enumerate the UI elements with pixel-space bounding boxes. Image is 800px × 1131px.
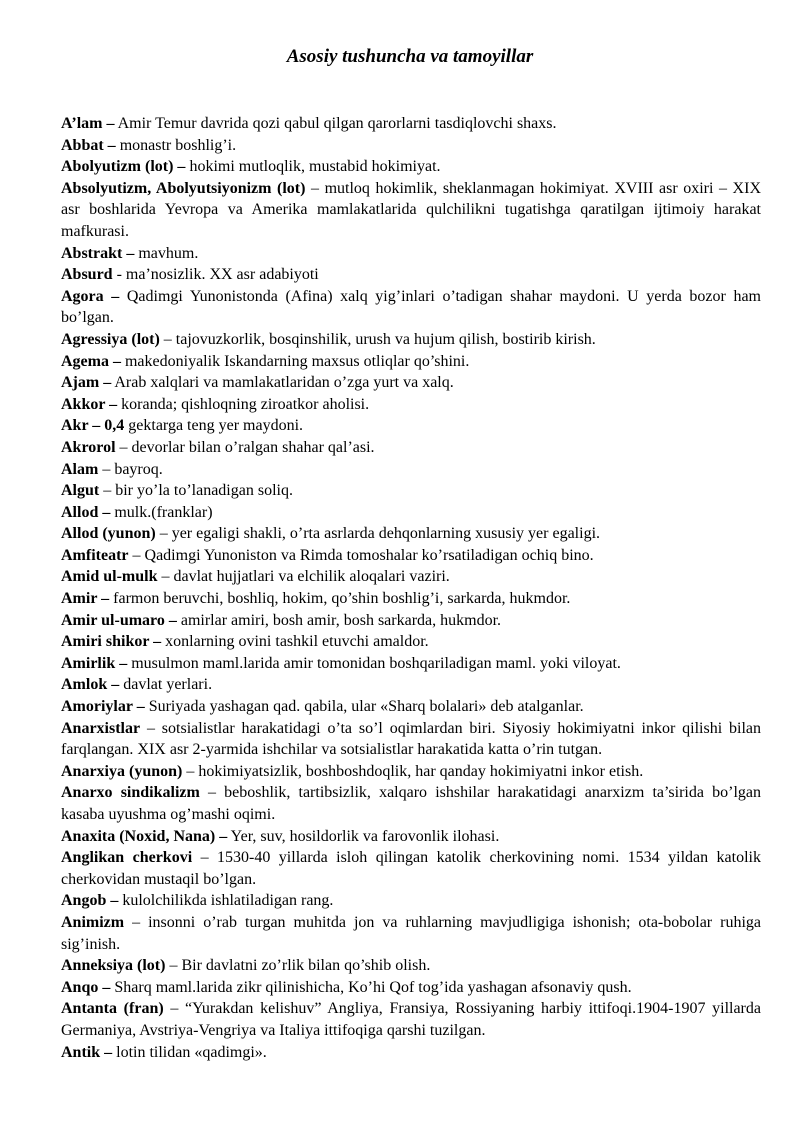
glossary-definition: - ma’nosizlik. XX asr adabiyoti <box>112 266 319 284</box>
glossary-term: Ajam – <box>61 374 112 392</box>
glossary-definition: – sotsialistlar harakatidagi o’ta so’l oqimlardan biri. Siyosiy hokimiyatni inkor qilishi bilan farqlangan. XIX asr 2-yarmida ishchilar va sotsialistlar harakatida katta o’rin tutgan. <box>61 719 761 759</box>
glossary-term: Agema – <box>61 352 121 370</box>
glossary-entry <box>61 566 761 588</box>
glossary-entry <box>61 782 761 825</box>
glossary-definition: monastr boshlig’i. <box>115 136 237 154</box>
glossary-entry <box>61 480 761 502</box>
glossary-definition: Qadimgi Yunonistonda (Afina) xalq yig’inlari o’tadigan shahar maydoni. U yerda bozor ham bo’lgan. <box>61 287 762 327</box>
glossary-definition: xonlarning ovini tashkil etuvchi amaldor. <box>161 633 429 651</box>
glossary-term: Antanta (fran) <box>61 1000 164 1018</box>
glossary-entry <box>61 588 761 610</box>
glossary-definition: Yer, suv, hosildorlik va farovonlik ilohasi. <box>227 827 500 845</box>
glossary-term: Amid ul-mulk <box>61 568 158 586</box>
glossary-entry <box>61 847 761 890</box>
glossary-definition: makedoniyalik Iskandarning maxsus otliqlar qo’shini. <box>120 352 470 370</box>
glossary-term: Anarxiya (yunon) <box>61 762 183 780</box>
glossary-term: Alam <box>61 460 99 478</box>
glossary-term: Abolyutizm (lot) – <box>61 158 186 176</box>
glossary-definition: – tajovuzkorlik, bosqinshilik, urush va hujum qilish, bostirib kirish. <box>159 330 596 348</box>
glossary-entry <box>61 631 761 653</box>
glossary-definition: davlat yerlari. <box>119 676 213 694</box>
glossary-definition: mulk.(franklar) <box>110 503 213 521</box>
glossary-term: Amir ul-umaro – <box>61 611 177 629</box>
glossary-term: Anaxita (Noxid, Nana) – <box>61 827 228 845</box>
glossary-entry <box>61 523 761 545</box>
glossary-term: Anqo – <box>61 978 111 996</box>
glossary-entry <box>61 415 761 437</box>
glossary-entry <box>61 998 761 1041</box>
glossary-term: Amlok – <box>61 676 120 694</box>
glossary-definition: farmon beruvchi, boshliq, hokim, qo’shin boshlig’i, sarkarda, hukmdor. <box>109 590 571 608</box>
glossary-term: Amirlik – <box>61 654 128 672</box>
glossary-entry <box>61 653 761 675</box>
glossary-entry <box>61 912 761 955</box>
glossary-term: Amir – <box>61 590 110 608</box>
glossary-term: Algut <box>61 482 100 500</box>
glossary-entry <box>61 437 761 459</box>
glossary-definition: lotin tilidan «qadimgi». <box>112 1043 267 1061</box>
glossary-term: Abstrakt – <box>61 244 135 262</box>
glossary-entry <box>61 718 761 761</box>
glossary-entry <box>61 610 761 632</box>
glossary-term: Angob – <box>61 892 119 910</box>
glossary-entry <box>61 955 761 977</box>
glossary-term: Antik – <box>61 1043 113 1061</box>
glossary-term: Agressiya (lot) <box>61 330 160 348</box>
glossary-term: Akkor – <box>61 395 118 413</box>
glossary-entry <box>61 761 761 783</box>
glossary-definition: Suriyada yashagan qad. qabila, ular «Sharq bolalari» deb atalganlar. <box>144 698 584 716</box>
glossary-term: Amiri shikor – <box>61 633 162 651</box>
glossary-definition: – insonni o’rab turgan muhitda jon va ruhlarning mavjudligiga ishonish; ota-bobolar ruhiga sig’inish. <box>61 913 761 953</box>
glossary-entry <box>61 113 761 135</box>
glossary-entry <box>61 890 761 912</box>
glossary-entry <box>61 329 761 351</box>
glossary-definition: – bayroq. <box>98 460 163 478</box>
glossary-entry <box>61 977 761 999</box>
glossary-definition: gektarga teng yer maydoni. <box>124 417 304 435</box>
glossary-definition: – “Yurakdan kelishuv” Angliya, Fransiya, Rossiyaning harbiy ittifoqi.1904-1907 yillarda Germaniya, Avstriya-Vengriya va Italiya ittifoqiga qarshi tuzilgan. <box>61 1000 761 1039</box>
glossary-entry <box>61 502 761 524</box>
glossary-entry <box>61 545 761 567</box>
glossary-entry <box>61 286 761 329</box>
glossary-entry <box>61 459 761 481</box>
glossary-term: Animizm <box>61 913 125 931</box>
glossary-definition: – Qadimgi Yunoniston va Rimda tomoshalar ko’rsatiladigan ochiq bino. <box>128 546 594 564</box>
glossary-list <box>61 113 761 1063</box>
glossary-term: Anarxo sindikalizm <box>61 784 200 802</box>
glossary-entry <box>61 826 761 848</box>
glossary-entry <box>61 1042 761 1064</box>
glossary-term: Amoriylar – <box>61 698 145 716</box>
glossary-definition: – hokimiyatsizlik, boshboshdoqlik, har qanday hokimiyatni inkor etish. <box>182 762 644 780</box>
page-title: Asosiy tushuncha va tamoyillar <box>286 46 534 67</box>
glossary-definition: – mutloq hokimlik, sheklanmagan hokimiyat. XVIII asr oxiri – XIX asr boshlarida Yevropa va Amerika mamlakatlarida qulchilikni tugatishga qaratilgan ijtimoiy harakat mafkurasi. <box>61 179 761 240</box>
glossary-entry <box>61 264 761 286</box>
glossary-term: Anglikan cherkovi <box>61 849 193 867</box>
glossary-definition: – davlat hujjatlari va elchilik aloqalari vaziri. <box>157 568 450 586</box>
glossary-definition: hokimi mutloqlik, mustabid hokimiyat. <box>185 158 441 176</box>
glossary-entry <box>61 156 761 178</box>
glossary-definition: Amir Temur davrida qozi qabul qilgan qarorlarni tasdiqlovchi shaxs. <box>114 115 557 132</box>
glossary-term: Akrorol <box>61 438 116 456</box>
glossary-term: Absurd <box>61 266 113 284</box>
glossary-definition: amirlar amiri, bosh amir, bosh sarkarda, hukmdor. <box>176 611 502 629</box>
glossary-definition: – devorlar bilan o’ralgan shahar qal’asi. <box>115 438 375 456</box>
glossary-term: Amfiteatr <box>61 546 129 564</box>
glossary-definition: Arab xalqlari va mamlakatlaridan o’zga yurt va xalq. <box>111 374 454 392</box>
glossary-definition: kulolchilikda ishlatiladigan rang. <box>118 892 334 910</box>
glossary-term: Allod (yunon) <box>61 525 156 543</box>
glossary-entry <box>61 674 761 696</box>
glossary-entry <box>61 372 761 394</box>
glossary-entry <box>61 394 761 416</box>
glossary-definition: – 1530-40 yillarda isloh qilingan katolik cherkovining nomi. 1534 yildan katolik cherkovidan mustaqil bo’lgan. <box>61 849 761 888</box>
glossary-term: A’lam – <box>61 115 115 132</box>
glossary-term: Anarxistlar <box>61 719 141 737</box>
glossary-definition: mavhum. <box>134 244 199 262</box>
glossary-definition: musulmon maml.larida amir tomonidan boshqariladigan maml. yoki viloyat. <box>127 654 621 672</box>
glossary-term: Anneksiya (lot) <box>61 957 166 975</box>
glossary-definition: – beboshlik, tartibsizlik, xalqaro ishshilar harakatidagi anarxizm ta’sirida bo’lgan kasaba uyushma og’mashi oqimi. <box>61 784 762 823</box>
glossary-term: Absolyutizm, Abolyutsiyonizm (lot) <box>61 179 306 197</box>
glossary-term: Abbat – <box>61 136 116 154</box>
glossary-definition: – bir yo’la to’lanadigan soliq. <box>99 482 293 500</box>
glossary-definition: – Bir davlatni zo’rlik bilan qo’shib olish. <box>165 957 431 975</box>
glossary-term: Agora – <box>61 287 120 305</box>
glossary-definition: Sharq maml.larida zikr qilinishicha, Ko’hi Qof tog’ida yashagan afsonaviy qush. <box>110 978 632 996</box>
glossary-entry <box>61 135 761 157</box>
glossary-definition: – yer egaligi shakli, o’rta asrlarda dehqonlarning xususiy yer egaligi. <box>155 525 601 543</box>
glossary-entry <box>61 696 761 718</box>
glossary-term: Allod – <box>61 503 111 521</box>
glossary-entry <box>61 178 761 243</box>
glossary-entry <box>61 351 761 373</box>
glossary-entry <box>61 243 761 265</box>
glossary-term: Akr – 0,4 <box>61 417 125 435</box>
glossary-definition: koranda; qishloqning ziroatkor aholisi. <box>117 395 370 413</box>
